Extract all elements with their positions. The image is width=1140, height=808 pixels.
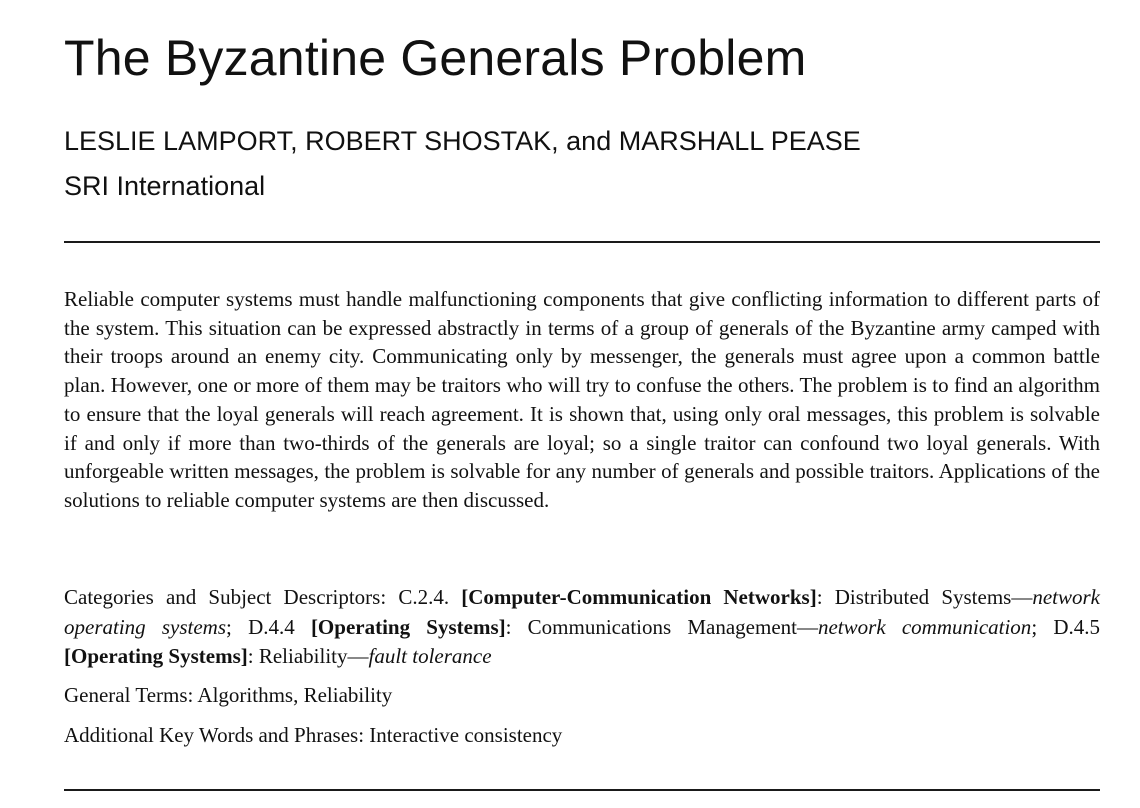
category-subject: Reliability—	[258, 644, 369, 668]
category-code: C.2.4.	[398, 585, 450, 609]
category-subject: Communications Management—	[527, 614, 818, 639]
paper-page	[64, 0, 1100, 808]
additional-keywords: Additional Key Words and Phrases: Interactive consistency	[64, 723, 563, 747]
category-detail: fault tolerance	[368, 644, 492, 668]
categories-label: Categories and Subject Descriptors:	[64, 585, 387, 609]
category-separator: :	[816, 585, 823, 609]
categories-subject-descriptors	[64, 583, 1100, 672]
paper-title: The Byzantine Generals Problem	[64, 30, 807, 86]
category-separator: :	[505, 614, 512, 639]
category-term: [Operating Systems]	[310, 614, 506, 639]
abstract-text: Reliable computer systems must handle malfunctioning components that give conflicting information to different parts of the system. This situation can be expressed abstractly in terms of a group of generals of the Byzantine army camped with their troops around an enemy city. Communicating only by messenger, the generals must agree upon a common battle plan. However, one or more of them may be traitors who will try to confuse the others. The problem is to find an algorithm to ensure that the loyal generals will reach agreement. It is shown that, using only oral messages, this problem is solvable if and only if more than two-thirds of the generals are loyal; so a single traitor can confound two loyal generals. With unforgeable written messages, the problem is solvable for any number of generals and possible traitors. Applications of the solutions to reliable computer systems are then discussed.	[64, 287, 1100, 512]
top-divider	[64, 241, 1100, 243]
category-code: D.4.5	[1053, 614, 1101, 639]
category-separator: :	[247, 644, 254, 668]
author-list: LESLIE LAMPORT, ROBERT SHOSTAK, and MARSHALL PEASE	[64, 126, 861, 156]
category-detail: network operating systems	[64, 585, 1100, 639]
general-terms: General Terms: Algorithms, Reliability	[64, 683, 393, 707]
category-end: ;	[1031, 614, 1038, 639]
bottom-divider	[64, 789, 1100, 791]
category-term: [Computer-Communication Networks]	[461, 585, 817, 609]
author-affiliation: SRI International	[64, 171, 266, 201]
category-subject: Distributed Systems—	[834, 585, 1033, 609]
category-code: D.4.4	[248, 614, 295, 639]
category-detail: network communication	[817, 614, 1032, 639]
category-term: [Operating Systems]	[64, 644, 248, 668]
category-end: ;	[226, 614, 232, 639]
